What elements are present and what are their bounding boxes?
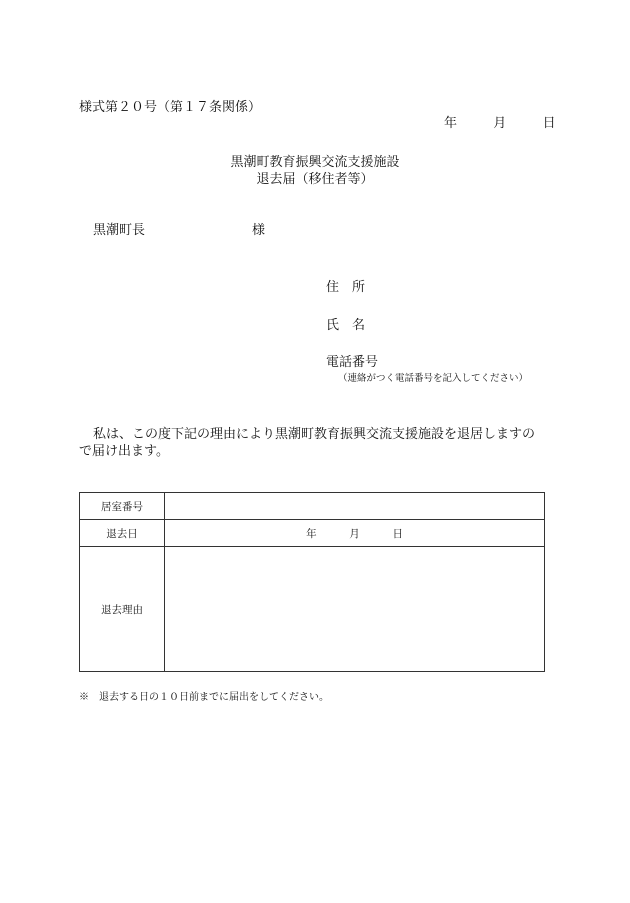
- reason-value: [165, 547, 545, 672]
- title-line-2: 退去届（移住者等）: [256, 172, 374, 187]
- title-line-1: 黒潮町教育振興交流支援施設: [230, 155, 400, 170]
- address-label: 住 所: [326, 280, 366, 295]
- addressee-honorific: 様: [252, 223, 266, 238]
- footnote: ※ 退去する日の１０日前までに届出をしてください。: [79, 692, 329, 703]
- table-row-move-out-date: [80, 520, 545, 547]
- form-number: 様式第２０号（第１７条関係）: [79, 100, 262, 115]
- table-row-room: [80, 493, 545, 520]
- move-out-table: [79, 492, 545, 672]
- room-number-value: [165, 493, 545, 520]
- body-text-line-2: で届け出ます。: [79, 444, 169, 459]
- header-date: [444, 112, 556, 131]
- phone-note: （連絡がつく電話番号を記入してください）: [338, 373, 529, 384]
- name-label: 氏 名: [326, 318, 366, 333]
- phone-label: 電話番号: [326, 355, 379, 370]
- move-out-month: 月: [349, 527, 360, 540]
- move-out-day: 日: [392, 527, 403, 540]
- header-date-month: 月: [493, 116, 507, 131]
- table-row-reason: [80, 547, 545, 672]
- move-out-date-value: [165, 520, 545, 547]
- addressee-name: 黒潮町長: [93, 223, 146, 238]
- room-number-label: 居室番号: [80, 493, 165, 520]
- move-out-year: 年: [306, 527, 317, 540]
- reason-label: 退去理由: [80, 547, 165, 672]
- header-date-year: 年: [444, 116, 458, 131]
- body-text-line-1: 私は、この度下記の理由により黒潮町教育振興交流支援施設を退居しますの: [93, 427, 536, 442]
- header-date-day: 日: [542, 116, 556, 131]
- move-out-date-label: 退去日: [80, 520, 165, 547]
